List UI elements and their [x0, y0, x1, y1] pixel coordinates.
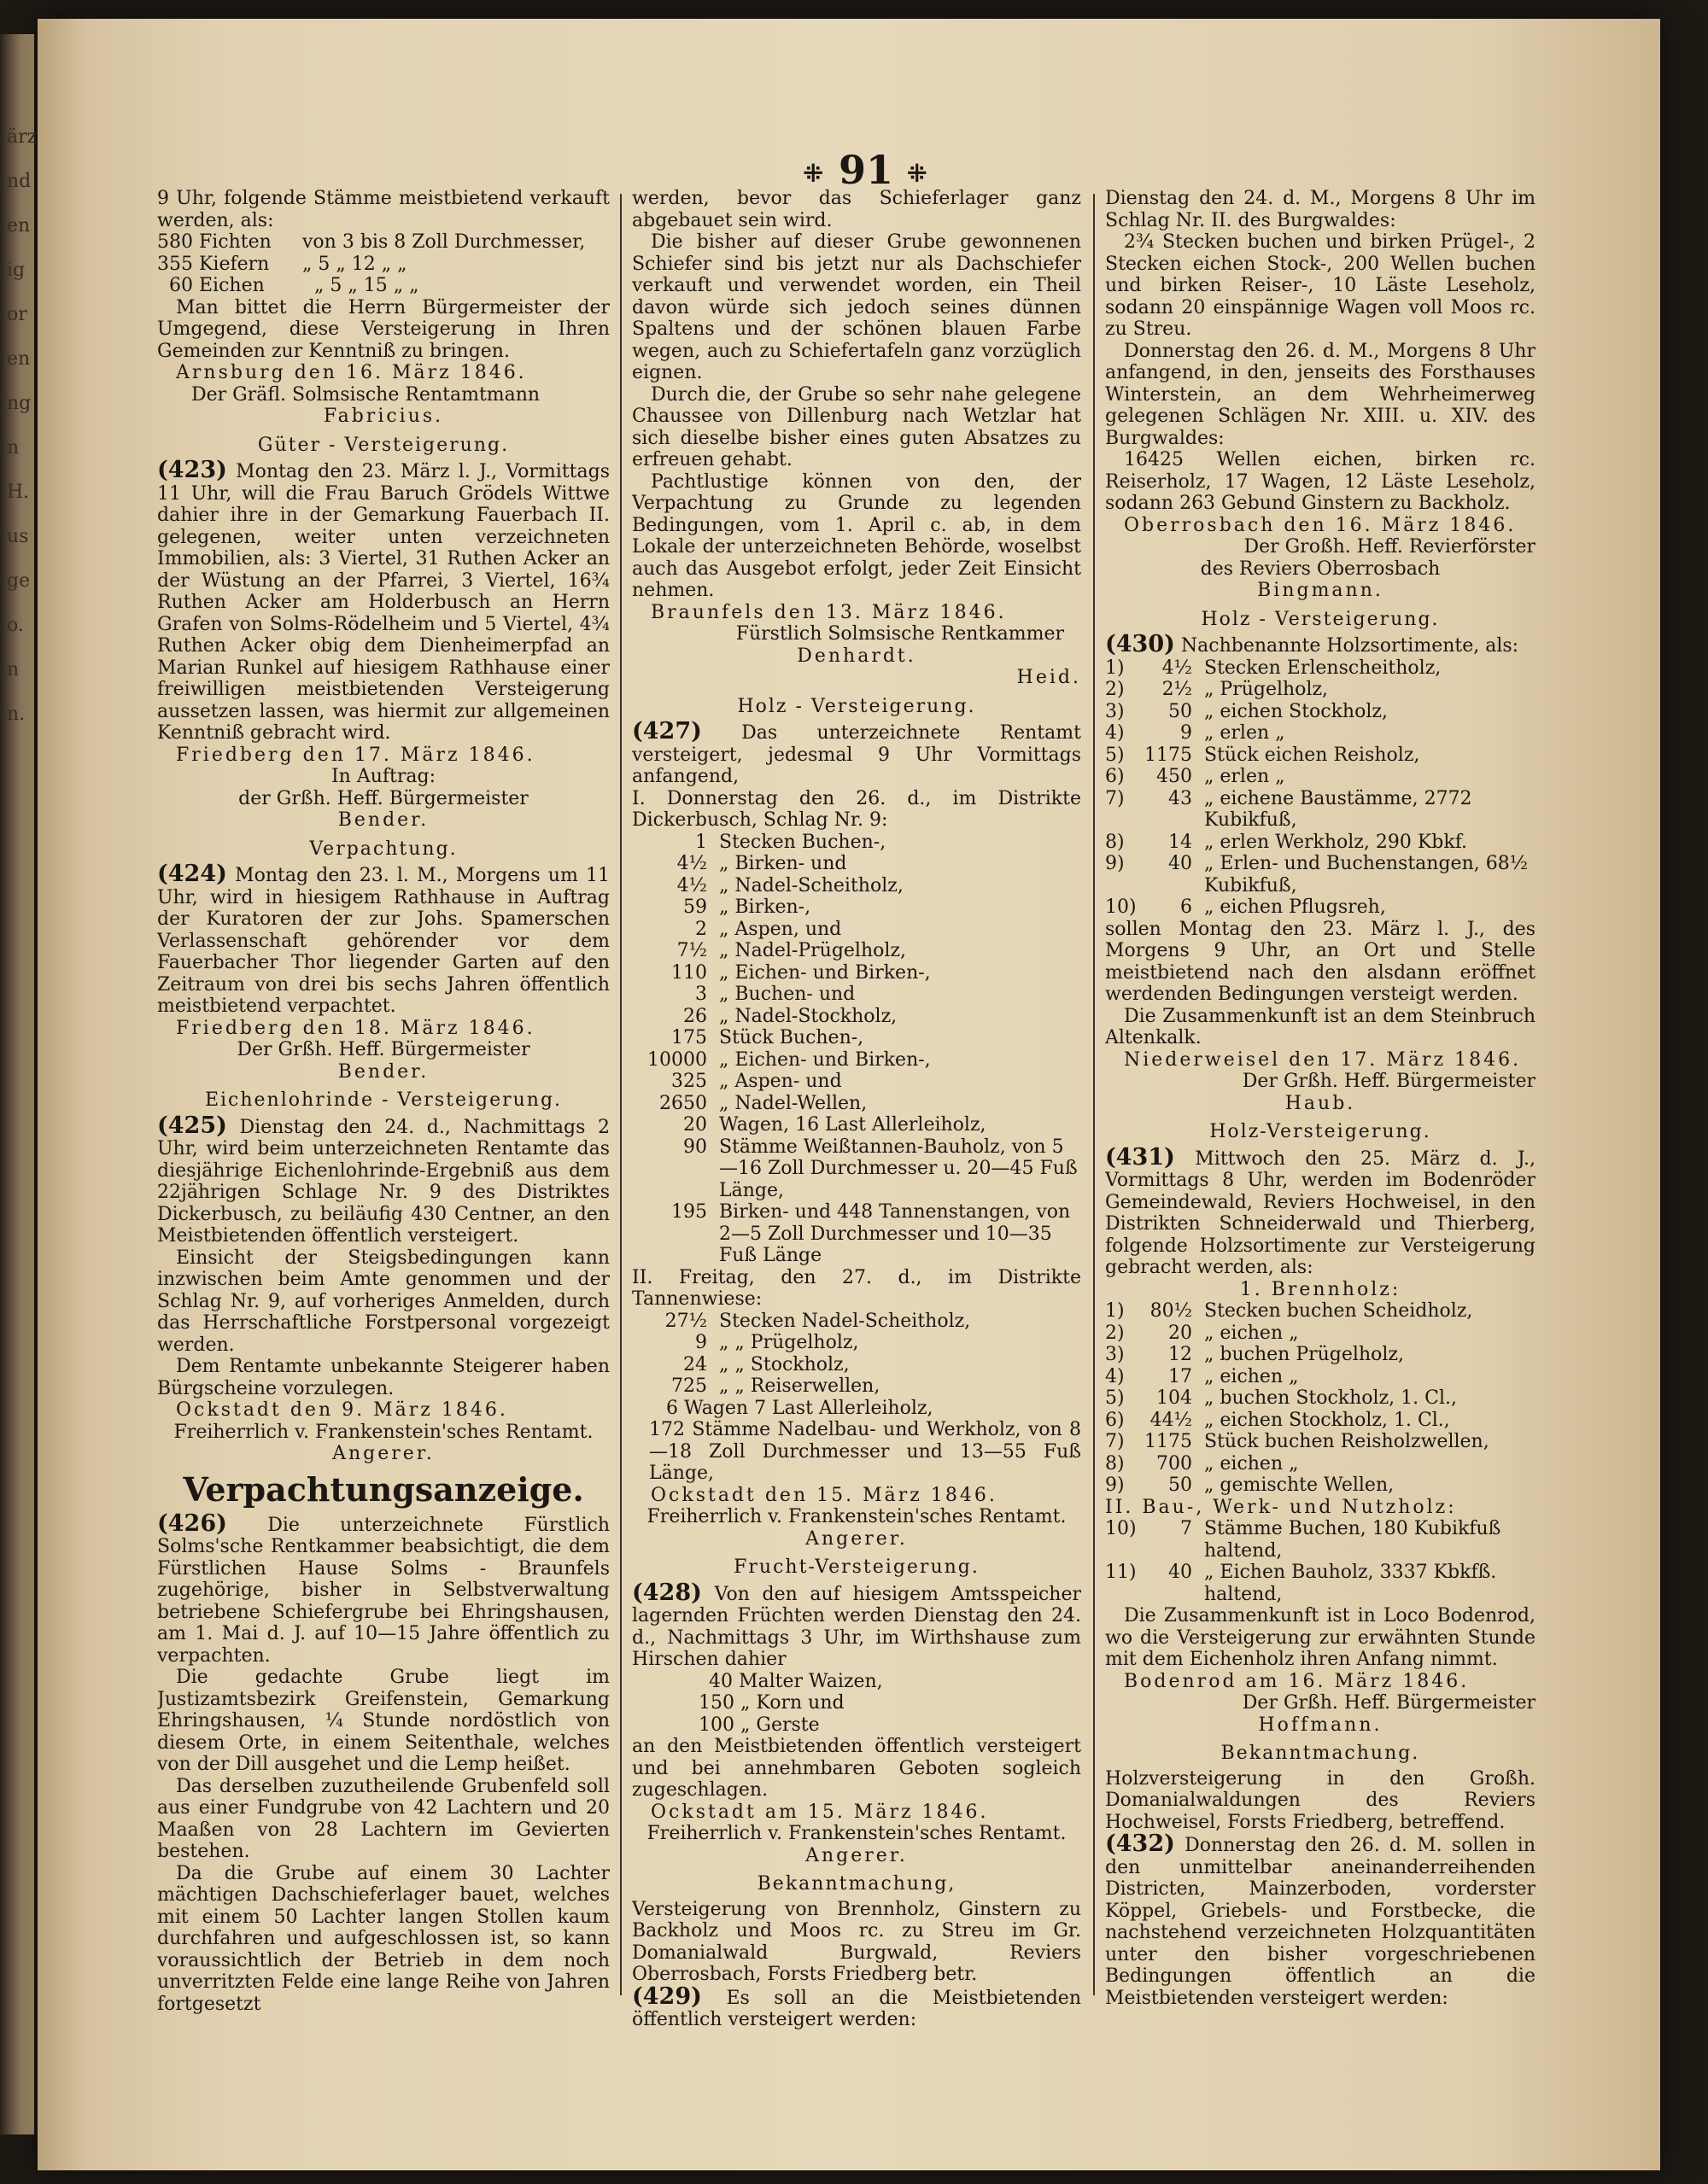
edge-fragment: H. [7, 482, 30, 503]
paragraph: Holzversteigerung in den Großh. Domanialwaldungen des Reviers Hochweisel, Forsts Friedberg, betreffend. [1105, 1767, 1535, 1833]
paragraph: werden, bevor das Schieferlager ganz abgebauet sein wird. [632, 188, 1081, 231]
column-1 [157, 188, 610, 2100]
list-item [632, 875, 1081, 897]
item-quantity: 7½ [676, 940, 707, 961]
edge-fragment: nd [7, 171, 32, 192]
item-quantity: 4½ [676, 853, 707, 874]
list-item [632, 896, 1081, 919]
signature-name: Denhardt. [797, 645, 916, 667]
notice-number: (426) [157, 1510, 227, 1537]
item-quantity: 1 [695, 831, 707, 853]
signature: Der Grßh. Heff. Bürgermeister [1242, 1071, 1535, 1092]
item-text: „ Erlen- und Buchenstangen, 68½ Kubikfuß, [1204, 853, 1529, 896]
notice-number: (432) [1105, 1831, 1175, 1857]
place-date: Ockstadt den 15. März 1846. [651, 1484, 997, 1506]
item-quantity: 450 [1156, 766, 1192, 787]
notice-text: Es soll an die Meistbietenden öffentlich versteigert werden: [632, 1987, 1081, 2030]
item-key: 5) [1105, 1387, 1125, 1409]
item-quantity: 27½ [664, 1310, 707, 1332]
list-item [1105, 1453, 1535, 1475]
paragraph: Pachtlustige können von den, der Verpachtung zu Grunde zu legenden Bedingungen, vom 1. April c. ab, in dem Lokale der unterzeichneten Behörde, woselbst auch das Ausgebot erfolgt, jeder Zeit Einsicht nehmen. [632, 470, 1081, 601]
item-quantity: 7 [1180, 1518, 1192, 1539]
item-quantity: 195 [671, 1201, 707, 1223]
column-divider [620, 194, 622, 1995]
item-text: „ Buchen- und [719, 984, 856, 1005]
notice-426 [157, 1510, 610, 1667]
item-key: 2) [1105, 679, 1125, 700]
paragraph: Die Zusammenkunft ist in Loco Bodenrod, wo die Versteigerung zur erwähnten Stunde mit dem Eichenholz ihren Anfang nimmt. [1105, 1605, 1535, 1670]
item-key: 8) [1105, 1452, 1125, 1474]
notice-number: (431) [1105, 1143, 1175, 1171]
notice-number: (430) [1105, 631, 1175, 657]
item-text: „ Nadel-Stockholz, [719, 1005, 898, 1027]
section-heading: Bekanntmachung, [757, 1873, 956, 1895]
signature: Der Grßh. Heff. Bürgermeister [1242, 1692, 1535, 1714]
item-quantity: 14 [1168, 831, 1192, 853]
item-quantity: 10000 [647, 1048, 707, 1071]
list-item [1105, 896, 1535, 919]
item-text: „ Nadel-Prügelholz, [719, 940, 906, 961]
notice-428 [632, 1579, 1081, 1671]
item-quantity: 355 Kiefern [157, 253, 270, 275]
item-quantity: 580 Fichten [157, 231, 272, 253]
signature-name: Haub. [1284, 1092, 1356, 1114]
signature-name: Bingmann. [1257, 580, 1383, 601]
list-item [632, 984, 1081, 1006]
item-text: „ buchen Stockholz, 1. Cl., [1204, 1387, 1457, 1409]
notice-text: Das unterzeichnete Rentamt versteigert, jedesmal 9 Uhr Vormittags anfangend, [632, 722, 1081, 787]
item-quantity: 20 [683, 1114, 707, 1136]
item-key: 8) [1105, 831, 1125, 853]
paragraph: Die bisher auf dieser Grube gewonnenen Schiefer sind bis jetzt nur als Dachschiefer verkauft und verwendet worden, ein Theil davon würde sich jedoch seines dünnen Spaltens und der schönen blauen Farbe wegen, auch zu Schiefertafeln ganz vorzüglich eignen. [632, 231, 1081, 383]
list-item [1105, 1344, 1535, 1366]
item-quantity: 26 [683, 1005, 707, 1027]
section-heading: Frucht-Versteigerung. [734, 1556, 980, 1578]
item-text: „ Birken- und [719, 853, 847, 874]
item-quantity: 110 [671, 961, 707, 984]
signature: der Grßh. Heff. Bürgermeister [238, 787, 529, 809]
edge-fragment: en [7, 348, 31, 370]
item-text: „ erlen „ [1204, 766, 1285, 787]
item-quantity: 2650 [659, 1092, 707, 1114]
list-item [157, 231, 610, 254]
item-quantity: 6 [1180, 896, 1192, 918]
place-date: Bodenrod am 16. März 1846. [1124, 1670, 1470, 1692]
item-text: „ Eichen- und Birken-, [719, 961, 931, 984]
item-key: 3) [1105, 1344, 1125, 1365]
item-quantity: 60 Eichen [169, 275, 265, 296]
paragraph: 16425 Wellen eichen, birken rc. Reiserholz, 17 Wagen, 12 Läste Leseholz, sodann 263 Gebund Ginstern zu Backholz. [1105, 449, 1535, 514]
list-item [632, 1027, 1081, 1049]
item-text: „ eichen Stockholz, 1. Cl., [1204, 1409, 1450, 1431]
notice-number: (424) [157, 861, 227, 887]
item-key: 9) [1105, 1474, 1125, 1496]
notice-text: Nachbenannte Holzsortimente, als: [1180, 635, 1519, 657]
signature: In Auftrag: [330, 766, 436, 787]
notice-number: (428) [632, 1579, 702, 1606]
paragraph: 9 Uhr, folgende Stämme meistbietend verkauft werden, als: [157, 188, 610, 231]
paragraph: Dienstag den 24. d. M., Morgens 8 Uhr im Schlag Nr. II. des Burgwaldes: [1105, 188, 1535, 231]
list-item [632, 1006, 1081, 1028]
item-quantity: 175 [671, 1027, 707, 1048]
subheading: 1. Brennholz: [1239, 1278, 1401, 1300]
edge-fragment: us [7, 526, 29, 547]
edge-fragment: or [7, 304, 27, 325]
edge-fragment: ge [7, 570, 31, 592]
list-item: 150 „ Korn und [699, 1692, 845, 1714]
list-item [157, 254, 610, 276]
signature: Fürstlich Solmsische Rentkammer [735, 623, 1064, 645]
item-key: 6) [1105, 1409, 1125, 1431]
page-number-value: 91 [838, 147, 893, 193]
list-item [632, 1311, 1081, 1333]
notice-text: Montag den 23. März l. J., Vormittags 11 Uhr, will die Frau Baruch Grödels Wittwe dahier ihre in der Gemarkung Fauerbach II. gelegenen, weiter unten verzeichneten Immobilien, als: 3 Viertel, 31 Ruthen Acker an der Wüstung an der Pfarrei, 3 Viertel, 16¾ Ruthen Acker am Holderbusch an Herrn Grafen von Solms-Rödelheim und 5 Viertel, 4¾ Ruthen Acker obig dem Dienheimerpfad an Marian Runkel auf hiesigem Rathhause einer freiwilligen meistbietenden Versteigerung aussetzen lassen, was hiermit zur allgemeinen Kenntniß gebracht wird. [157, 461, 610, 744]
list-item [1105, 722, 1535, 745]
item-text: „ Eichen- und Birken-, [719, 1048, 931, 1071]
edge-fragment: n [7, 659, 20, 680]
edge-fragment: o. [7, 615, 24, 636]
list-item [632, 1136, 1081, 1202]
item-quantity: 325 [671, 1071, 707, 1092]
list-item [1105, 1366, 1535, 1388]
list-item [1105, 1410, 1535, 1432]
section-heading: Holz-Versteigerung. [1209, 1121, 1431, 1142]
paragraph: an den Meistbietenden öffentlich versteigert und bei annehmbaren Geboten sogleich zugeschlagen. [632, 1736, 1081, 1801]
signature-name: Hoffmann. [1258, 1714, 1383, 1736]
list-item [1105, 1431, 1535, 1453]
item-text: „ eichen „ [1204, 1452, 1299, 1474]
item-quantity: 50 [1168, 1474, 1192, 1496]
item-key: 2) [1105, 1322, 1125, 1344]
place-date: Braunfels den 13. März 1846. [651, 601, 1007, 623]
item-quantity: 20 [1168, 1322, 1192, 1344]
item-key: 1) [1105, 657, 1125, 679]
item-text: „ „ Reiserwellen, [719, 1375, 880, 1397]
notice-text: Montag den 23. l. M., Morgens um 11 Uhr, wird in hiesigem Rathhause in Auftrag der Kuratoren der zur Johs. Spamerschen Verlassenschaft gehörender vor dem Fauerbacher Thor liegender Garten auf den Zeitraum von drei bis sechs Jahren öffentlich meistbietend verpachtet. [157, 865, 610, 1017]
paragraph: 2¾ Stecken buchen und birken Prügel-, 2 Stecken eichen Stock-, 200 Wellen buchen und birken Reiser-, 10 Läste Leseholz, sodann 20 einspännige Wagen voll Moos rc. zu Streu. [1105, 231, 1535, 340]
item-text: „ Nadel-Wellen, [719, 1092, 868, 1114]
item-text: Stück Buchen-, [719, 1027, 864, 1048]
notice-424 [157, 863, 610, 1018]
notice-text: Dienstag den 24. d., Nachmittags 2 Uhr, wird beim unterzeichneten Rentamte das diesjährige Eichenlohrinde-Ergebniß aus dem 22jährigen Schlage Nr. 9 des Distriktes Dickerbusch, zu beiläufig 430 Centner, an den Meistbietenden öffentlich versteigert. [157, 1116, 610, 1247]
item-text: Stecken Buchen-, [719, 831, 886, 853]
notice-431 [1105, 1143, 1535, 1279]
list-item: 40 Malter Waizen, [709, 1670, 883, 1692]
signature: Freiherrlich v. Frankenstein'sches Rentamt. [646, 1823, 1067, 1844]
paragraph: Durch die, der Grube so sehr nahe gelegene Chaussee von Dillenburg nach Wetzlar hat sich dieselbe bisher eines guten Absatzes zu erfreuen gehabt. [632, 383, 1081, 470]
item-text: „ erlen Werkholz, 290 Kbkf. [1204, 831, 1468, 853]
section-heading: Eichenlohrinde - Versteigerung. [204, 1089, 563, 1111]
item-text: „ „ Stockholz, [719, 1353, 850, 1375]
list-item [632, 1071, 1081, 1093]
paragraph: Versteigerung von Brennholz, Ginstern zu Backholz und Moos rc. zu Streu im Gr. Domanialwald Burgwald, Reviers Oberrosbach, Forsts Friedberg betr. [632, 1898, 1081, 1985]
item-text: Stecken Erlenscheitholz, [1204, 657, 1442, 679]
paragraph: 172 Stämme Nadelbau- und Werkholz, von 8—18 Zoll Durchmesser und 13—55 Fuß Länge, [649, 1419, 1081, 1484]
item-text: Stämme Buchen, 180 Kubikfuß haltend, [1204, 1518, 1501, 1562]
list-item [632, 962, 1081, 984]
notice-number: (427) [632, 718, 702, 745]
item-quantity: 4½ [676, 874, 707, 896]
item-quantity: 40 [1168, 1562, 1192, 1583]
place-date: Friedberg den 17. März 1846. [176, 744, 535, 766]
adjacent-page-fragments [7, 128, 38, 750]
item-key: 10) [1105, 896, 1137, 918]
item-text: „ buchen Prügelholz, [1204, 1344, 1404, 1365]
list-item: 100 „ Gerste [699, 1714, 820, 1736]
item-text: Stecken Nadel-Scheitholz, [719, 1310, 971, 1332]
edge-fragment: en [7, 215, 31, 237]
item-text: Wagen, 16 Last Allerleiholz, [719, 1114, 986, 1136]
item-quantity: 50 [1168, 700, 1192, 722]
list-item [1105, 853, 1535, 896]
paragraph: I. Donnerstag den 26. d., im Distrikte Dickerbusch, Schlag Nr. 9: [632, 787, 1081, 831]
item-text: „ eichen Pflugsreh, [1204, 896, 1386, 918]
item-quantity: 1175 [1144, 744, 1192, 766]
item-text: Stämme Weißtannen-Bauholz, von 5—16 Zoll Durchmesser u. 20—45 Fuß Länge, [719, 1136, 1078, 1201]
place-date: Arnsburg den 16. März 1846. [176, 362, 527, 383]
item-quantity: 104 [1156, 1387, 1192, 1409]
section-heading: Bekanntmachung. [1220, 1743, 1420, 1764]
item-quantity: 9 [695, 1332, 707, 1353]
notice-text: Donnerstag den 26. d. M. sollen in den unmittelbar aneinanderreihenden Districten, Mainzerboden, vorderster Köppel, Griebels- und Forstbecke, die nachstehend verzeichneten Holzquantitäten unter den bisher vorgeschriebenen Bedingungen öffentlich an die Meistbietenden versteigert werden: [1105, 1835, 1535, 2009]
paragraph: Das derselben zuzutheilende Grubenfeld soll aus einer Fundgrube von 42 Lachtern und 20 Maaßen von 28 Lachtern im Gevierten bestehen. [157, 1775, 610, 1862]
list-item [632, 1201, 1081, 1267]
list-item [1105, 1387, 1535, 1410]
item-key: 9) [1105, 853, 1125, 874]
item-quantity: 40 [1168, 853, 1192, 874]
list-item [1105, 1518, 1535, 1562]
item-text: „ Aspen, und [719, 918, 842, 940]
signature-name: Angerer. [332, 1443, 435, 1464]
list-item [632, 832, 1081, 854]
list-item [1105, 788, 1535, 832]
list-item [632, 853, 1081, 875]
item-quantity: 9 [1180, 722, 1192, 744]
column-2 [632, 188, 1081, 2100]
notice-text: Von den auf hiesigem Amtsspeicher lagernden Früchten werden Dienstag den 24. d., Nachmittags 3 Uhr, im Wirthshause zum Hirschen dahier [632, 1583, 1081, 1670]
item-text: „ erlen „ [1204, 722, 1285, 744]
signature: Freiherrlich v. Frankenstein'sches Rentamt. [646, 1506, 1067, 1527]
signature-name: Bender. [337, 809, 430, 831]
item-quantity: 17 [1168, 1365, 1192, 1387]
item-text: Birken- und 448 Tannenstangen, von 2—5 Zoll Durchmesser und 10—35 Fuß Länge [719, 1201, 1071, 1266]
signature: Der Großh. Heff. Revierförster [1243, 536, 1535, 558]
item-quantity: 12 [1168, 1344, 1192, 1365]
paragraph: Man bittet die Herrn Bürgermeister der Umgegend, diese Versteigerung in Ihren Gemeinden zur Kenntniß zu bringen. [157, 296, 610, 362]
item-key: 1) [1105, 1300, 1125, 1322]
item-quantity: 725 [671, 1375, 707, 1397]
signature-name: Angerer. [805, 1527, 908, 1550]
edge-fragment: n [7, 437, 20, 458]
item-quantity: 700 [1156, 1452, 1192, 1474]
item-text: Stück buchen Reisholzwellen, [1204, 1431, 1489, 1452]
item-text: „ Prügelholz, [1204, 679, 1329, 700]
notice-432 [1105, 1833, 1535, 2009]
item-text: „ Nadel-Scheitholz, [719, 874, 904, 896]
item-text: „ „ Prügelholz, [719, 1332, 859, 1353]
edge-fragment: n. [7, 704, 26, 725]
item-quantity: 3 [695, 984, 707, 1005]
list-item [1105, 701, 1535, 723]
section-heading: Holz - Versteigerung. [737, 695, 976, 717]
item-text: „ Aspen- und [719, 1071, 842, 1092]
place-date: Oberrosbach den 16. März 1846. [1124, 514, 1517, 536]
item-text: „ Eichen Bauholz, 3337 Kbkfß. haltend, [1204, 1562, 1497, 1605]
notice-number: (423) [157, 457, 227, 483]
notice-number: (429) [632, 1983, 702, 2010]
notice-429 [632, 1983, 1081, 2031]
notice-text: Die unterzeichnete Fürstlich Solms'sche Rentkammer beabsichtigt, die dem Fürstlichen Hause Solms - Braunfels zugehörige, bisher in Selbstverwaltung betriebene Schiefergrube bei Ehringshausen, am 1. Mai d. J. auf 10—15 Jahre öffentlich zu verpachten. [157, 1514, 610, 1667]
item-text: „ eichen „ [1204, 1322, 1299, 1344]
edge-fragment: ng [7, 393, 32, 414]
signature: Der Grßh. Heff. Bürgermeister [237, 1039, 530, 1060]
item-key: 11) [1105, 1562, 1137, 1583]
item-quantity: 2 [695, 918, 707, 940]
item-quantity: 59 [683, 896, 707, 918]
list-item [1105, 745, 1535, 767]
list-item [1105, 657, 1535, 680]
signature: Der Gräfl. Solmsische Rentamtmann [191, 383, 541, 406]
signature: Freiherrlich v. Frankenstein'sches Rentamt. [173, 1421, 594, 1443]
notice-425 [157, 1112, 610, 1247]
notice-427 [632, 718, 1081, 788]
list-item [632, 1332, 1081, 1354]
list-item [632, 1093, 1081, 1115]
signature-name: Angerer. [805, 1844, 908, 1866]
item-quantity: 2½ [1161, 679, 1192, 700]
list-item [1105, 1562, 1535, 1605]
item-text: Stecken buchen Scheidholz, [1204, 1300, 1473, 1322]
list-item [1105, 1474, 1535, 1497]
section-heading: Holz - Versteigerung. [1201, 608, 1440, 630]
notice-text: Mittwoch den 25. März d. J., Vormittags 8 Uhr, werden im Bodenröder Gemeindewald, Reviers Hochweisel, in den Distrikten Schneiderwald und Thierberg, folgende Holzsortimente zur Versteigerung gebracht werden, als: [1105, 1147, 1535, 1278]
paragraph: Dem Rentamte unbekannte Steigerer haben Bürgscheine vorzulegen. [157, 1356, 610, 1399]
signature-name: Heid. [1016, 667, 1081, 688]
paragraph: Da die Grube auf einem 30 Lachter mächtigen Dachschieferlager bauet, welches mit einem 50 Lachter langen Stollen kaum durchfahren und aufgeschlossen ist, so kann voraussichtlich der Betrieb in dem noch unverritzten Felde eine lange Reihe von Jahren fortgesetzt [157, 1862, 610, 2015]
ornament-right: ⁜ [907, 159, 929, 188]
list-item [632, 1049, 1081, 1072]
item-quantity: 80½ [1149, 1300, 1192, 1322]
list-item [1105, 832, 1535, 854]
list-item [632, 1114, 1081, 1136]
edge-fragment: ärz [7, 128, 38, 148]
list-item [632, 919, 1081, 941]
ornament-left: ⁜ [803, 159, 825, 188]
item-key: 3) [1105, 700, 1125, 722]
column-divider [1093, 194, 1095, 1995]
place-date: Ockstadt am 15. März 1846. [651, 1801, 989, 1823]
notice-423 [157, 459, 610, 745]
item-key: 7) [1105, 787, 1125, 809]
list-item [1105, 1323, 1535, 1345]
item-key: 6) [1105, 766, 1125, 787]
item-text: „ gemischte Wellen, [1204, 1474, 1395, 1496]
edge-fragment: ig [7, 260, 26, 281]
item-text: von 3 bis 8 Zoll Durchmesser, [302, 231, 586, 253]
notice-number: (425) [157, 1112, 227, 1139]
item-quantity: 24 [683, 1353, 707, 1375]
signature: des Reviers Oberrosbach [1200, 558, 1441, 580]
item-text: „ 5 „ 12 „ „ [302, 253, 407, 275]
place-date: Ockstadt den 9. März 1846. [176, 1399, 508, 1421]
paragraph: Die Zusammenkunft ist an dem Steinbruch Altenkalk. [1105, 1005, 1535, 1048]
place-date: Niederweisel den 17. März 1846. [1124, 1048, 1522, 1071]
signature-name: Bender. [337, 1060, 430, 1083]
list-item [157, 275, 610, 297]
item-key: 10) [1105, 1518, 1137, 1539]
list-item [632, 1354, 1081, 1376]
item-quantity: 43 [1168, 787, 1192, 809]
paragraph: Die gedachte Grube liegt im Justizamtsbezirk Greifenstein, Gemarkung Ehringshausen, ¼ Stunde nordöstlich von diesem Orte, in einem Seitenthale, welches von der Dill ausgehet und die Lemp heißet. [157, 1667, 610, 1775]
paragraph: sollen Montag den 23. März l. J., des Morgens 9 Uhr, an Ort und Stelle meistbietend nach den alsdann eröffnet werdenden Bedingungen versteigt werden. [1105, 918, 1535, 1005]
section-heading: Güter - Versteigerung. [257, 434, 510, 456]
item-quantity: 44½ [1149, 1409, 1192, 1431]
item-text: „ 5 „ 15 „ „ [314, 275, 419, 296]
item-quantity: 90 [683, 1136, 707, 1158]
item-key: 4) [1105, 722, 1125, 744]
item-key: 5) [1105, 744, 1125, 766]
newspaper-page [38, 19, 1660, 2170]
section-heading: Verpachtungsanzeige. [183, 1469, 584, 1509]
place-date: Friedberg den 18. März 1846. [176, 1017, 535, 1039]
item-text: „ eichene Baustämme, 2772 Kubikfuß, [1204, 787, 1472, 831]
section-heading: Verpachtung. [309, 838, 458, 860]
list-item [1105, 766, 1535, 788]
paragraph: Donnerstag den 26. d. M., Morgens 8 Uhr anfangend, in den, jenseits des Forsthauses Winterstein, an dem Wehrheimerweg gelegenen Schlägen Nr. XIII. u. XIV. des Burgwaldes: [1105, 340, 1535, 449]
paragraph: Einsicht der Steigsbedingungen kann inzwischen beim Amte genommen und der Schlag Nr. 9, auf vorheriges Anmelden, durch das Herrschaftliche Forstpersonal vorgezeigt werden. [157, 1247, 610, 1356]
item-text: Stück eichen Reisholz, [1204, 744, 1420, 766]
column-3 [1105, 188, 1535, 2100]
list-item [632, 940, 1081, 962]
list-item [1105, 679, 1535, 701]
item-text: „ Birken-, [719, 896, 811, 918]
paragraph: 6 Wagen 7 Last Allerleiholz, [666, 1397, 933, 1419]
paragraph: II. Freitag, den 27. d., im Distrikte Tannenwiese: [632, 1266, 1081, 1310]
item-quantity: 1175 [1144, 1431, 1192, 1452]
item-key: 7) [1105, 1431, 1125, 1452]
signature-name: Fabricius. [323, 406, 444, 427]
page-number [781, 147, 951, 193]
list-item [632, 1375, 1081, 1398]
item-key: 4) [1105, 1365, 1125, 1387]
subheading: II. Bau-, Werk- und Nutzholz: [1105, 1496, 1457, 1518]
list-item [1105, 1300, 1535, 1323]
item-text: „ eichen „ [1204, 1365, 1299, 1387]
notice-430 [1105, 631, 1535, 657]
item-quantity: 4½ [1161, 657, 1192, 679]
item-text: „ eichen Stockholz, [1204, 700, 1388, 722]
